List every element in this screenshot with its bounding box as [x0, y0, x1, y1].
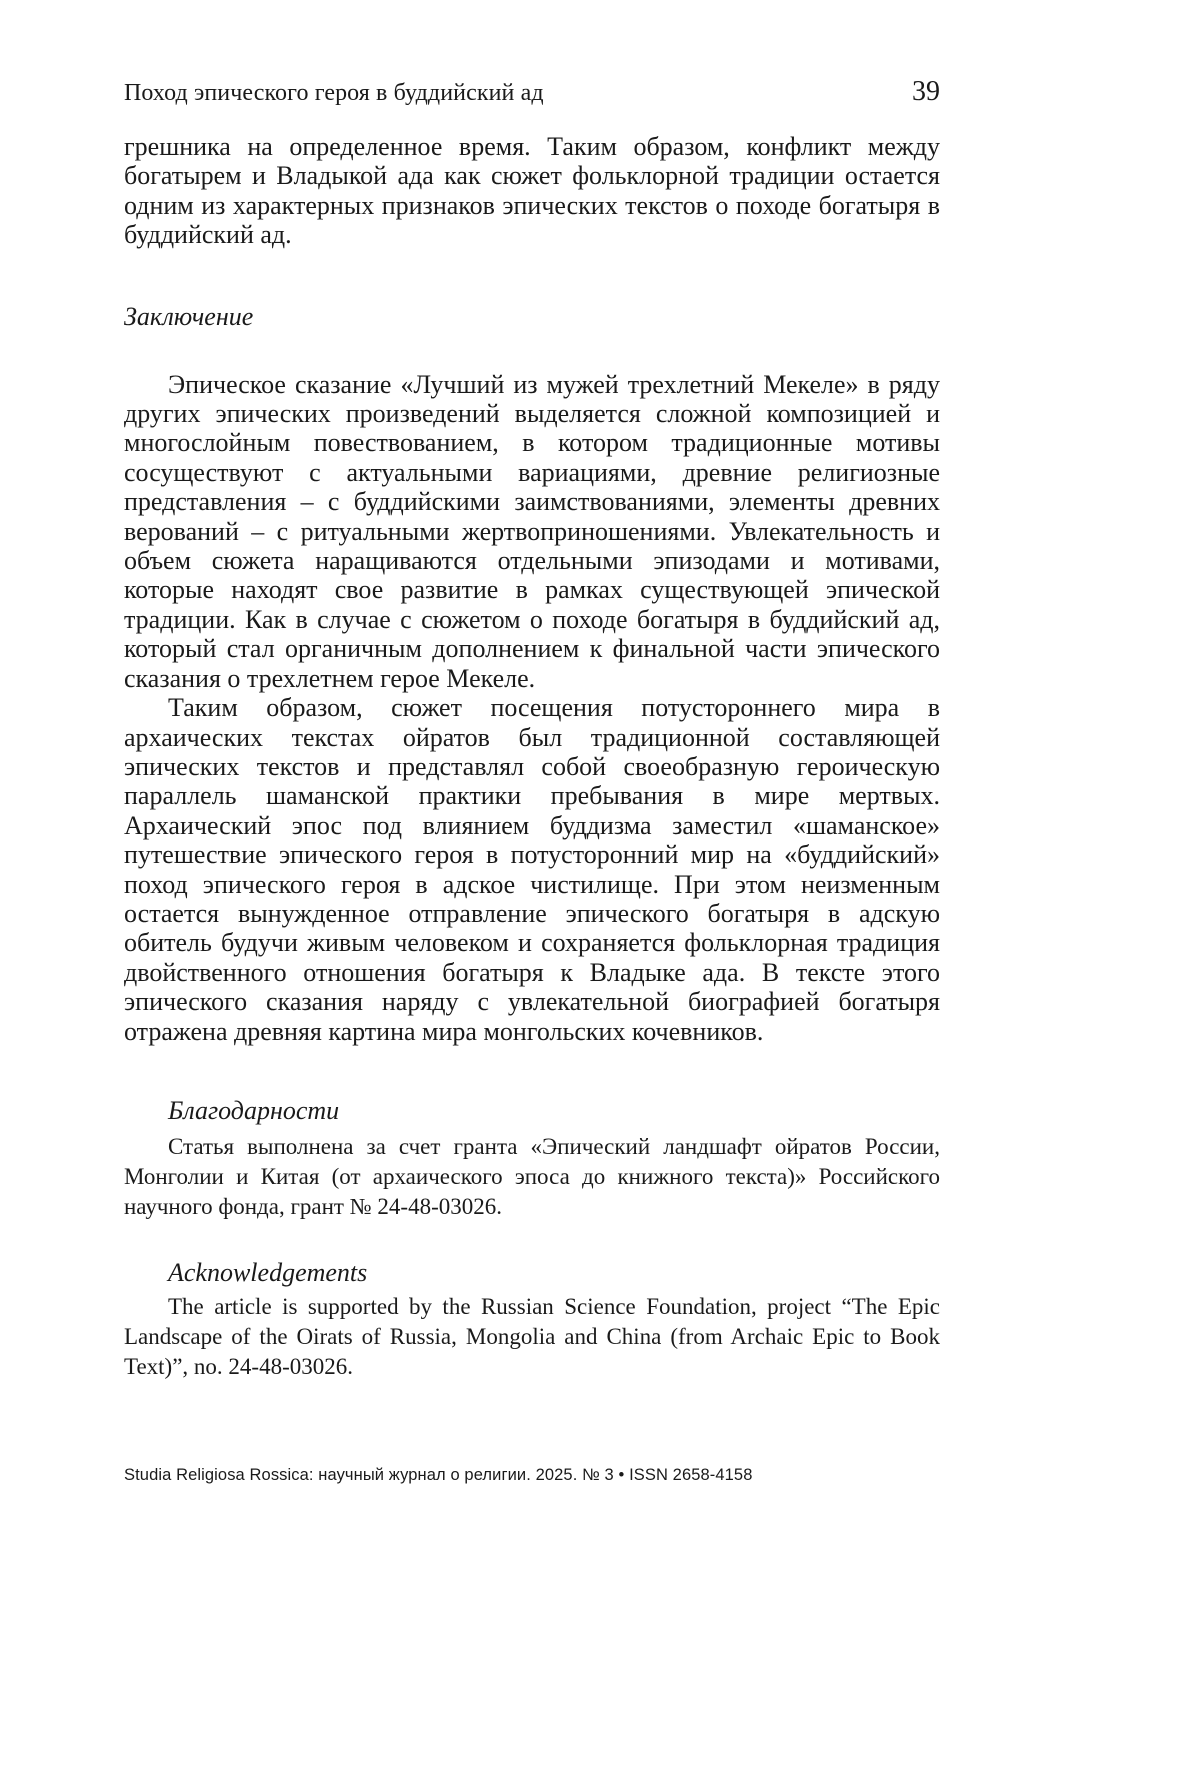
acknowledgements-heading: Acknowledgements: [168, 1257, 368, 1287]
article-body: [124, 132, 940, 1382]
thanks-heading: Благодарности: [168, 1095, 340, 1125]
conclusion-paragraph-1: Эпическое сказание «Лучший из мужей трехлетний Мекеле» в ряду других эпических произведений выделяется сложной композицией и многослойным повествованием, в котором традиционные мотивы сосуществуют с актуальными вариациями, древние религиозные представления – с буддийскими заимствованиями, элементы древних верований – с ритуальными жертвоприношениями. Увлекательность и объем сюжета наращиваются отдельными эпизодами и мотивами, которые находят свое развитие в рамках существующей эпической традиции. Как в случае с сюжетом о походе богатыря в буддийский ад, который стал органичным дополнением к финальной части эпического сказания о трехлетнем герое Мекеле.: [124, 369, 940, 693]
running-header: [124, 76, 940, 108]
acknowledgements-section: [124, 1257, 940, 1382]
thanks-section: [124, 1095, 940, 1222]
acknowledgements-text: The article is supported by the Russian Science Foundation, project “The Epic Landscape of the Oirats of Russia, Mongolia and China (from Archaic Epic to Book Text)”, no. 24-48-03026.: [124, 1293, 940, 1379]
journal-page: [124, 0, 940, 1572]
running-title: Поход эпического героя в буддийский ад: [124, 80, 544, 106]
conclusion-heading: Заключение: [124, 301, 254, 331]
conclusion-paragraph-2: Таким образом, сюжет посещения потустороннего мира в архаических текстах ойратов был традиционной составляющей эпических текстов и представлял собой своеобразную героическую параллель шаманской практики пребывания в мире мертвых. Архаический эпос под влиянием буддизма заместил «шаманское» путешествие эпического героя в потусторонний мир на «буддийский» поход эпического героя в адское чистилище. При этом неизменным остается вынужденное отправление эпического богатыря в адскую обитель будучи живым человеком и сохраняется фольклорная традиция двойственного отношения богатыря к Владыке ада. В тексте этого эпического сказания наряду с увлекательной биографией богатыря отражена древняя картина мира монгольских кочевников.: [124, 693, 940, 1046]
thanks-text: Статья выполнена за счет гранта «Эпический ландшафт ойратов России, Монголии и Китая (от архаического эпоса до книжного текста)» Российского научного фонда, грант № 24-48-03026.: [124, 1133, 940, 1219]
continuation-paragraph: грешника на определенное время. Таким образом, конфликт между богатырем и Владыкой ада как сюжет фольклорной традиции остается одним из характерных признаков эпических текстов о походе богатыря в буддийский ад.: [124, 132, 940, 250]
journal-footer: Studia Religiosa Rossica: научный журнал о религии. 2025. № 3 • ISSN 2658-4158: [124, 1466, 753, 1484]
page-number: 39: [912, 76, 940, 107]
